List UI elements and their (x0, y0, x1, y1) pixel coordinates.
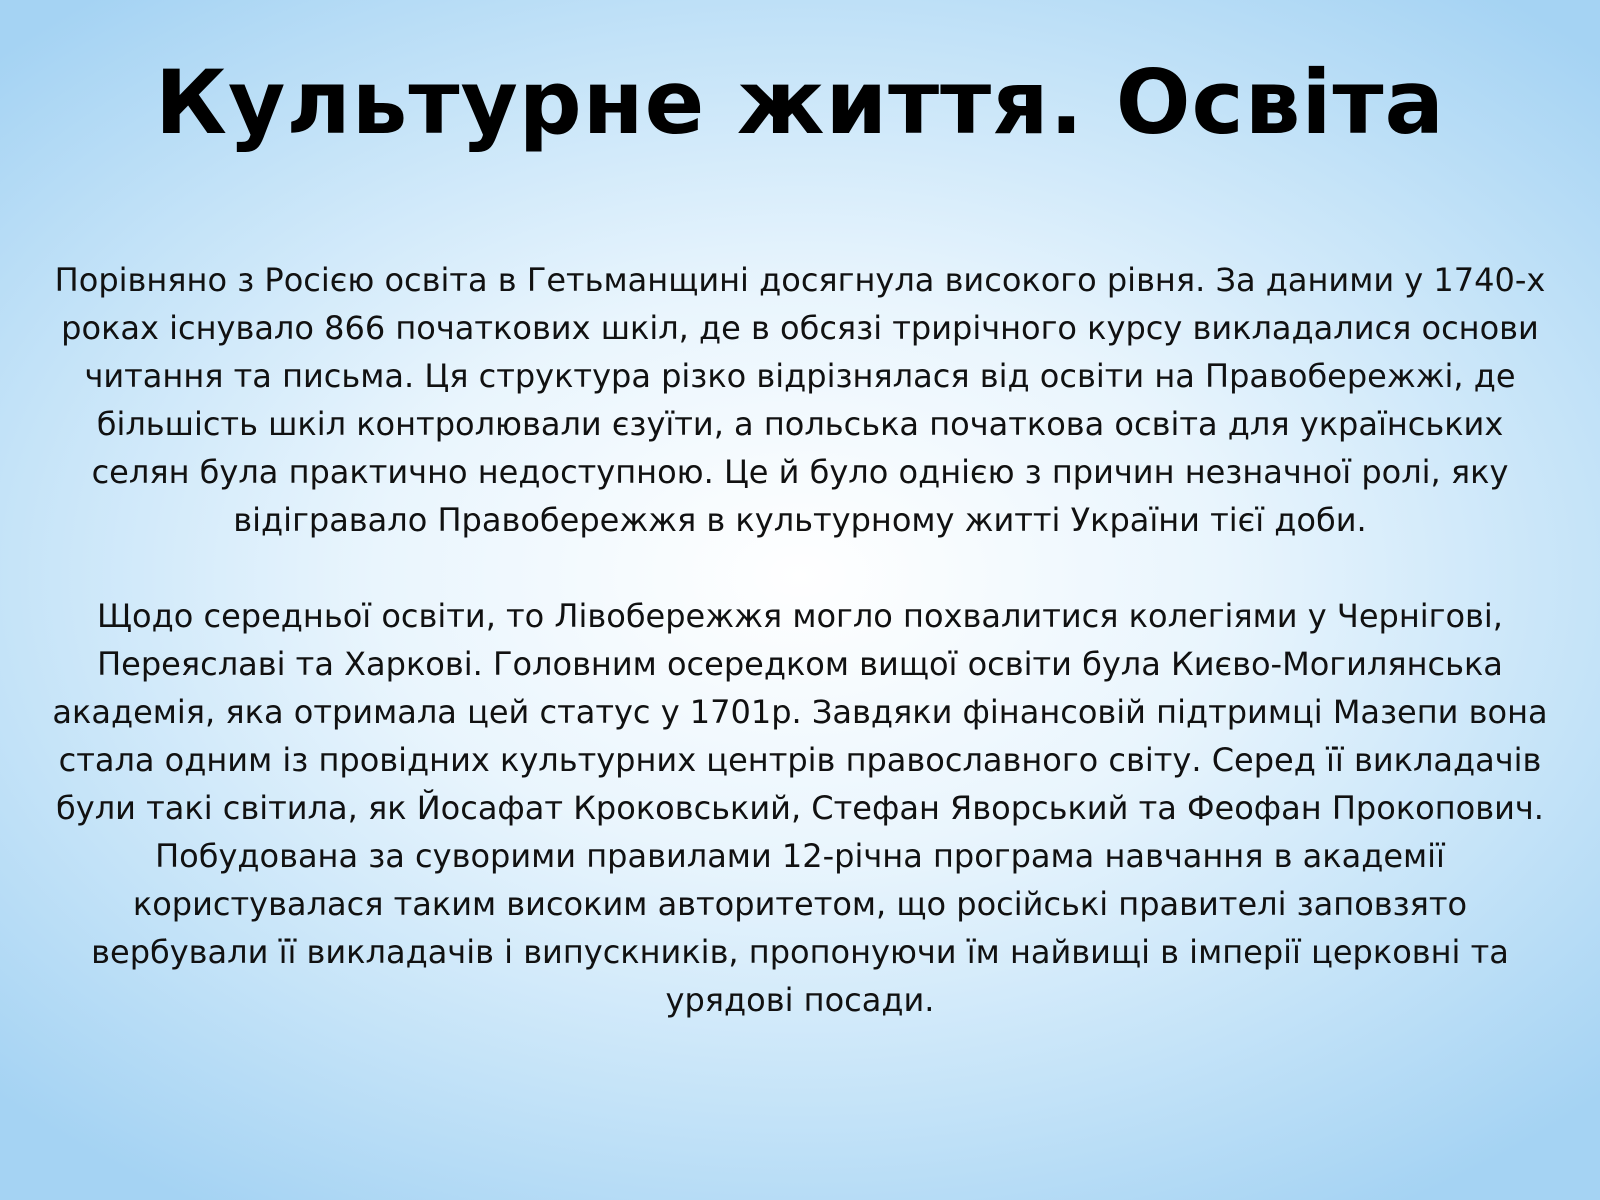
slide-title: Культурне життя. Освіта (155, 51, 1445, 154)
paragraph-secondary-higher-education: Щодо середньої освіти, то Лівобережжя могло похвалитися колегіями у Чернігові, Переяславі та Харкові. Головним осередком вищої освіти була Києво-Могилянська академія, яка отримала цей статус у 1701р. Завдяки фінансовій підтримці Мазепи вона стала одним із провідних культурних центрів православного світу. Серед її викладачів були такі світила, як Йосафат Кроковський, Стефан Яворський та Феофан Прокопович. Побудована за суворими правилами 12-річна програма навчання в академії користувалася таким високим авторитетом, що російські правителі заповзято вербували її викладачів і випускників, пропонуючи їм найвищі в імперії церковні та урядові посади. (52, 597, 1548, 1019)
slide-body (50, 256, 1550, 1024)
paragraph-primary-education: Порівняно з Росією освіта в Гетьманщині досягнула високого рівня. За даними у 1740-х роках існувало 866 початкових шкіл, де в обсязі трирічного курсу викладалися основи читання та письма. Ця структура різко відрізнялася від освіти на Правобережжі, де більшість шкіл контролювали єзуїти, а польська початкова освіта для українських селян була практично недоступною. Це й було однією з причин незначної ролі, яку відігравало Правобережжя в культурному житті України тієї доби. (54, 261, 1546, 539)
